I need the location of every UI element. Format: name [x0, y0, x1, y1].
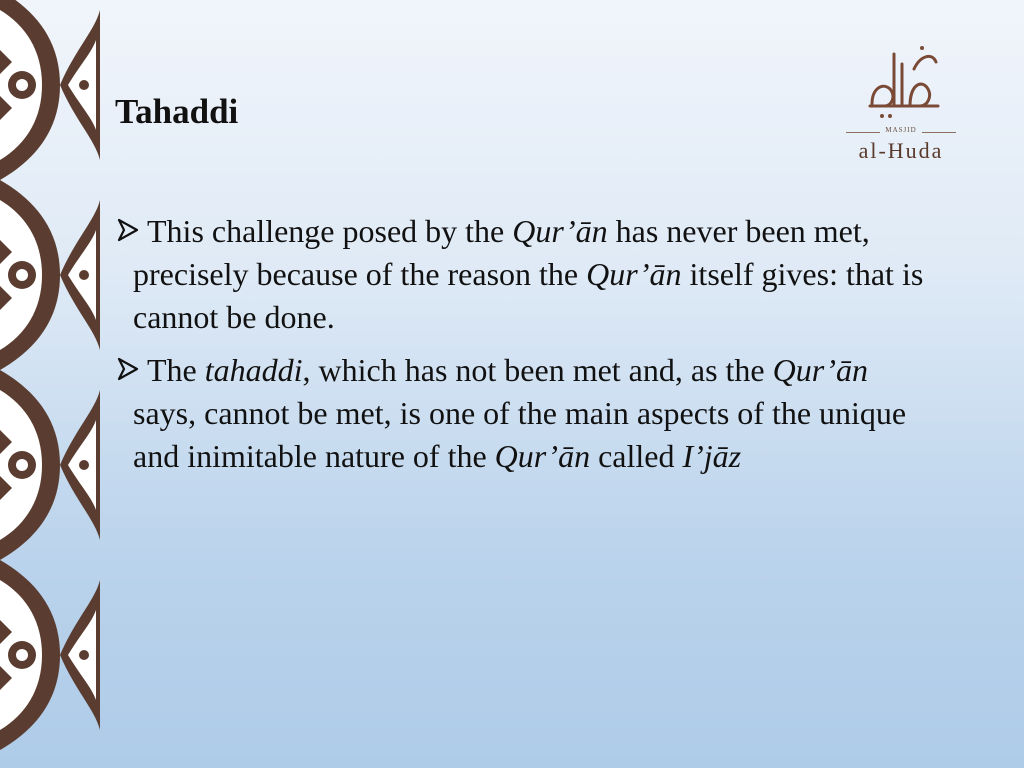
arrow-bullet-icon	[117, 349, 143, 392]
ornament-border-icon	[0, 0, 100, 768]
bullet-segment: , which has not been met and, as the	[302, 352, 773, 388]
logo-wordmark: al-Huda	[858, 138, 944, 163]
arrow-bullet-icon	[117, 210, 143, 253]
bullet-list	[117, 210, 937, 488]
bullet-segment: has never been met, precisely because of the reason the	[133, 213, 870, 292]
bullet-segment-italic: tahaddi	[204, 352, 303, 388]
bullet-segment-italic: Qur’ān	[586, 256, 682, 292]
bullet-segment: says, cannot be met, is one of the main aspects of the unique and inimitable nature of the	[133, 395, 907, 474]
bullet-segment: This challenge posed by the	[147, 213, 513, 249]
logo-small-text: MASJID	[885, 126, 917, 134]
bullet-segment: called	[590, 438, 683, 474]
bullet-segment-italic: Qur’ān	[494, 438, 591, 474]
bullet-segment: The	[147, 352, 205, 388]
masjid-logo	[842, 34, 960, 164]
bullet-segment-italic: I’jāz	[682, 438, 742, 474]
bullet-segment: itself gives: that is cannot be done.	[133, 256, 924, 335]
bullet-text	[133, 349, 937, 478]
bullet-item	[117, 349, 937, 478]
bullet-item	[117, 210, 937, 339]
bullet-text	[133, 210, 937, 339]
slide-title: Tahaddi	[115, 92, 239, 131]
bullet-segment-italic: Qur’ān	[772, 352, 869, 388]
arabic-calligraphy-logo-icon	[842, 34, 960, 124]
bullet-segment-italic: Qur’ān	[512, 213, 608, 249]
